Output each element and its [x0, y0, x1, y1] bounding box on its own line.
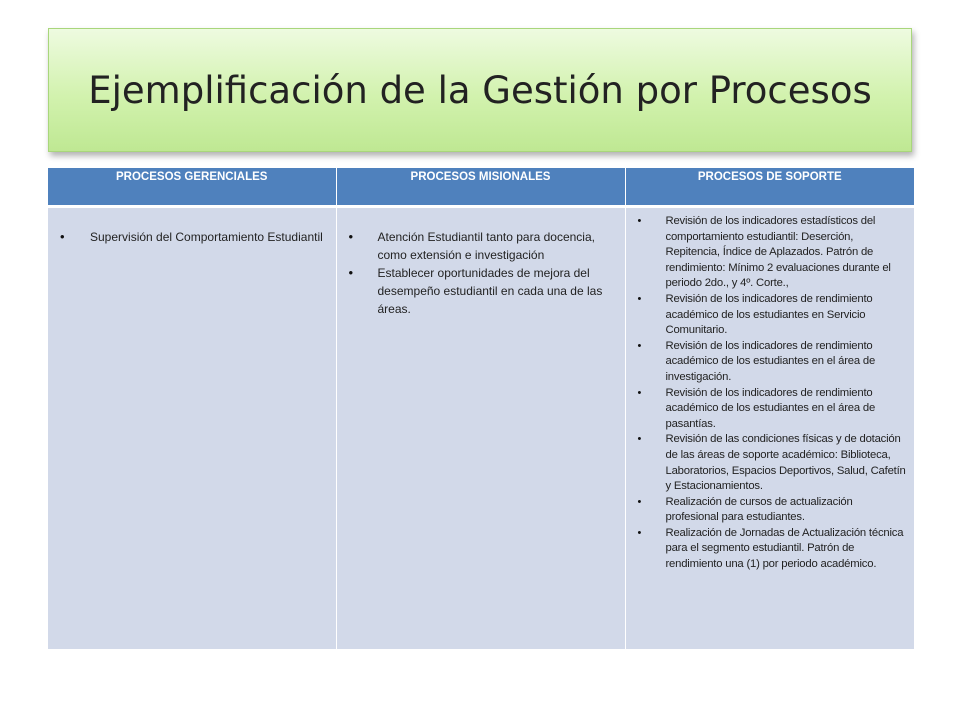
bullet-icon: • — [348, 229, 354, 244]
table-header-row — [48, 168, 914, 205]
bullet-icon: • — [637, 292, 642, 305]
list-item — [60, 228, 326, 246]
list-item — [638, 214, 909, 292]
header-misionales: PROCESOS MISIONALES — [336, 168, 625, 205]
bullet-icon: • — [637, 433, 642, 446]
processes-table — [48, 168, 914, 649]
item-text: Revisión de los indicadores de rendimiento académico de los estudiantes en el área de pasantías. — [665, 386, 876, 430]
cell-misionales — [336, 208, 625, 649]
title-banner — [48, 28, 912, 152]
header-soporte: PROCESOS DE SOPORTE — [625, 168, 914, 205]
list-item — [638, 339, 909, 386]
item-text: Revisión de los indicadores de rendimiento académico de los estudiantes en el área de investigación. — [665, 339, 876, 383]
list-item — [638, 386, 909, 433]
item-text: Realización de cursos de actualización profesional para estudiantes. — [665, 495, 853, 524]
bullet-icon: • — [348, 265, 354, 280]
list-item — [638, 292, 909, 339]
table-body-row — [48, 208, 914, 649]
list-item — [349, 264, 617, 318]
item-text: Realización de Jornadas de Actualización técnica para el segmento estudiantil. Patrón de rendimiento una (1) por periodo académico. — [665, 526, 904, 571]
list-item — [638, 432, 909, 494]
list-item — [349, 228, 617, 264]
item-text: Establecer oportunidades de mejora del desempeño estudiantil en cada una de las áreas. — [377, 266, 603, 316]
bullet-icon: • — [637, 215, 642, 227]
cell-soporte — [625, 208, 914, 649]
list-item — [638, 495, 909, 526]
header-gerenciales: PROCESOS GERENCIALES — [48, 168, 336, 205]
bullet-icon: • — [637, 526, 642, 539]
bullet-icon: • — [637, 339, 642, 352]
item-text: Revisión de los indicadores de rendimiento académico de los estudiantes en Servicio Comunitario. — [665, 292, 873, 337]
slide-title: Ejemplificación de la Gestión por Procesos — [88, 68, 872, 112]
item-text: Atención Estudiantil tanto para docencia, como extensión e investigación — [377, 230, 595, 262]
list-gerenciales — [60, 228, 326, 246]
list-misionales — [349, 228, 617, 318]
bullet-icon: • — [637, 386, 642, 399]
bullet-icon: • — [637, 495, 642, 508]
bullet-icon: • — [60, 229, 65, 244]
cell-gerenciales — [48, 208, 336, 649]
item-text: Revisión de los indicadores estadísticos del comportamiento estudiantil: Deserción, Repitencia, Índice de Aplazados. Patrón de rendimiento: Mínimo 2 evaluaciones durante el periodo 2do., y 4º. Corte., — [665, 215, 891, 290]
list-item — [638, 526, 909, 573]
list-soporte — [638, 214, 909, 573]
item-text: Supervisión del Comportamiento Estudiantil — [90, 230, 323, 244]
item-text: Revisión de las condiciones físicas y de dotación de las áreas de soporte académico: Biblioteca, Laboratorios, Espacios Deportivos, Salud, Cafetín y Estacionamientos. — [665, 433, 906, 493]
